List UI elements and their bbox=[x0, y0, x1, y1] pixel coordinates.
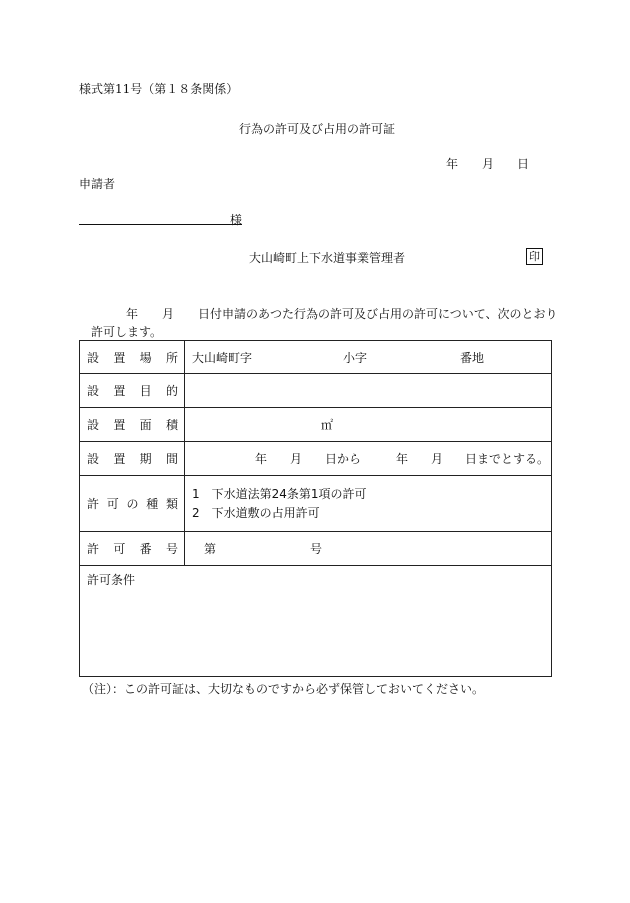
label-period: 設 置 期 間 bbox=[80, 442, 185, 476]
date-year: 年 bbox=[446, 157, 459, 171]
value-permit-number bbox=[185, 532, 552, 566]
conditions-label: 許可条件 bbox=[87, 573, 136, 587]
applicant-label: 申請者 bbox=[79, 177, 116, 191]
body-line1: 日付申請のあつた行為の許可及び占用の許可について、次のとおり bbox=[198, 307, 558, 321]
row-area bbox=[80, 408, 552, 442]
label-permit-number: 許 可 番 号 bbox=[80, 532, 185, 566]
conditions-cell bbox=[80, 566, 552, 677]
document-title: 行為の許可及び占用の許可証 bbox=[239, 122, 396, 136]
label-purpose: 設 置 目 的 bbox=[80, 374, 185, 408]
date-day: 日 bbox=[517, 157, 530, 171]
body-month: 月 bbox=[162, 307, 175, 321]
row-permit-type bbox=[80, 476, 552, 532]
value-permit-type bbox=[185, 476, 552, 532]
date-month: 月 bbox=[482, 157, 495, 171]
seal-box: 印 bbox=[526, 248, 543, 265]
permit-type-item1: 1 下水道法第24条第1項の許可 bbox=[192, 486, 367, 501]
permit-table bbox=[79, 340, 552, 677]
location-town: 大山崎町字 bbox=[192, 350, 253, 365]
row-period bbox=[80, 442, 552, 476]
row-location bbox=[80, 341, 552, 374]
body-line2: 許可します。 bbox=[91, 325, 163, 339]
period-year2: 年 bbox=[396, 452, 409, 466]
period-year1: 年 bbox=[255, 452, 268, 466]
addressee-suffix: 様 bbox=[230, 213, 243, 227]
permit-type-item2: 2 下水道敷の占用許可 bbox=[192, 505, 320, 520]
value-area bbox=[185, 408, 552, 442]
period-from: 日から bbox=[325, 452, 362, 466]
value-period bbox=[185, 442, 552, 476]
footer-note: （注）：この許可証は、大切なものですから必ず保管しておいてください。 bbox=[82, 682, 485, 696]
location-banchi: 番地 bbox=[460, 350, 485, 365]
permit-number-suffix: 号 bbox=[310, 542, 323, 556]
value-purpose bbox=[185, 374, 552, 408]
period-until: 日までとする。 bbox=[465, 452, 550, 466]
label-area: 設 置 面 積 bbox=[80, 408, 185, 442]
permit-number-prefix: 第 bbox=[204, 542, 217, 556]
label-location: 設 置 場 所 bbox=[80, 341, 185, 374]
period-month1: 月 bbox=[290, 452, 303, 466]
location-koaza: 小字 bbox=[343, 350, 368, 365]
value-location bbox=[185, 341, 552, 374]
issuer-name: 大山崎町上下水道事業管理者 bbox=[249, 251, 406, 265]
period-month2: 月 bbox=[431, 452, 444, 466]
form-number: 様式第11号（第１８条関係） bbox=[79, 82, 239, 96]
addressee-line bbox=[79, 210, 242, 225]
row-permit-number bbox=[80, 532, 552, 566]
row-conditions bbox=[80, 566, 552, 677]
row-purpose bbox=[80, 374, 552, 408]
label-permit-type: 許 可 の 種 類 bbox=[80, 476, 185, 532]
area-unit: ㎡ bbox=[321, 418, 334, 432]
body-year: 年 bbox=[126, 307, 139, 321]
